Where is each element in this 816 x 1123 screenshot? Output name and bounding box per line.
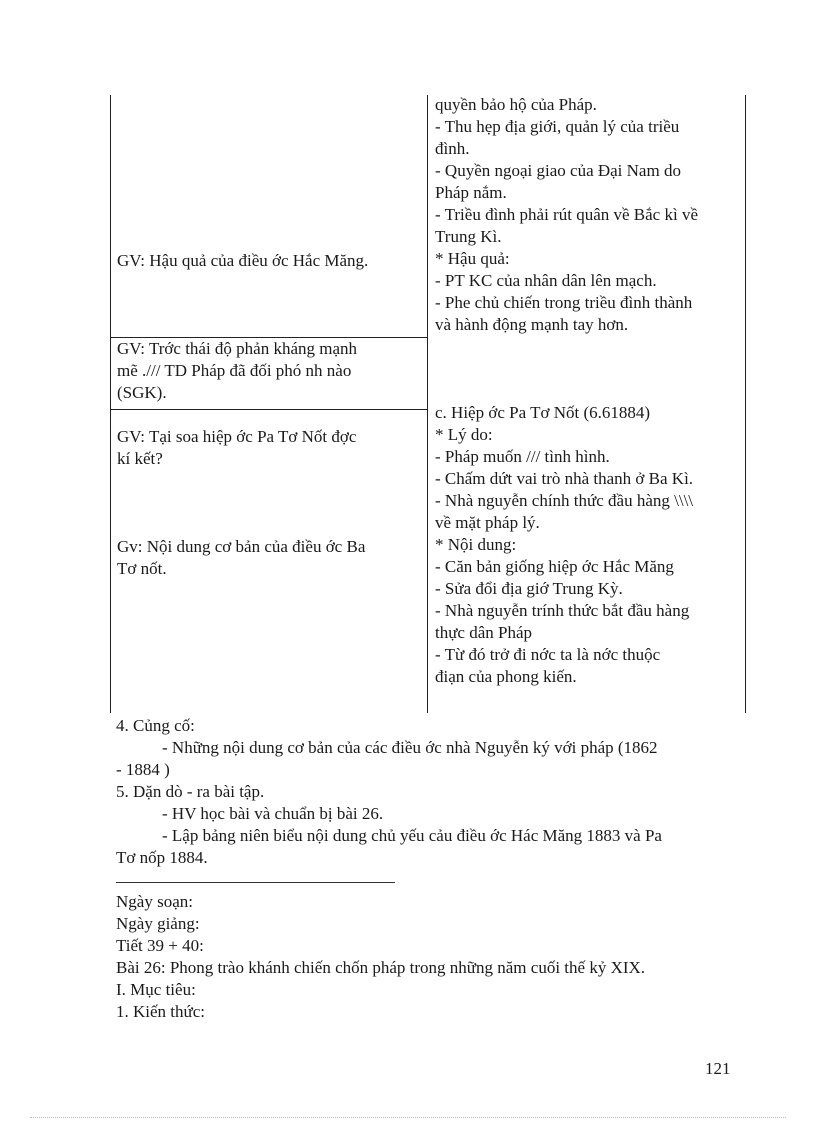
right-cell-line: - Pháp muốn /// tình hình. [435, 447, 610, 466]
table-right-border [745, 95, 746, 713]
table-column-divider [427, 95, 428, 713]
left-cell-question-3: GV: Tại soa hiệp ớc Pa Tơ Nốt đợc kí kết? [117, 427, 357, 468]
header-line: Bài 26: Phong trào khánh chiến chốn pháp trong những năm cuối thế kỷ XIX. [116, 958, 646, 977]
left-cell-question-4: Gv: Nội dung cơ bản của điều ớc Ba Tơ nốt. [117, 537, 366, 578]
body-line: - HV học bài và chuẩn bị bài 26. [162, 804, 384, 823]
header-line: Ngày giảng: [116, 914, 200, 933]
right-cell-line: quyền bảo hộ của Pháp. [435, 95, 597, 114]
left-cell-question-1: GV: Hậu quả của điều ớc Hắc Măng. [117, 251, 369, 270]
table-left-border [110, 95, 111, 713]
right-cell-line: - Quyền ngoại giao của Đại Nam do [435, 161, 681, 180]
row-divider-2 [110, 409, 428, 410]
next-lesson-header [116, 891, 738, 1023]
right-cell-line: - PT KC của nhân dân lên mạch. [435, 271, 657, 290]
right-cell-line: và hành động mạnh tay hơn. [435, 315, 629, 334]
body-line: - Những nội dung cơ bản của các điều ớc nhà Nguyễn ký với pháp (1862 [162, 738, 658, 757]
right-cell-line: - Sửa đổi địa giớ Trung Kỳ. [435, 579, 623, 598]
right-cell-line: - Nhà nguyễn trính thức bắt đầu hàng [435, 601, 690, 620]
right-cell-line: Pháp nắm. [435, 183, 507, 202]
page-bottom-border [30, 1117, 786, 1118]
header-line: Ngày soạn: [116, 892, 193, 911]
right-cell-line: - Từ đó trở đi nớc ta là nớc thuộc [435, 645, 661, 664]
right-cell-line: điạn của phong kiến. [435, 667, 577, 686]
right-cell-line: - Chấm dứt vai trò nhà thanh ở Ba Kì. [435, 469, 694, 488]
right-cell-line: Trung Kì. [435, 227, 502, 246]
right-cell-line: - Triều đình phải rút quân về Bắc kì về [435, 205, 698, 224]
right-cell-content [435, 95, 738, 689]
right-cell-line: - Thu hẹp địa giới, quản lý của triều [435, 117, 680, 136]
right-cell-line [435, 381, 738, 403]
right-cell-line: c. Hiệp ớc Pa Tơ Nốt (6.61884) [435, 403, 651, 422]
left-cell-question-2: GV: Trớc thái độ phản kháng mạnh mẽ ./// TD Pháp đã đối phó nh nào (SGK). [117, 339, 358, 402]
page-number: 121 [705, 1059, 731, 1078]
body-line: Tơ nốp 1884. [116, 848, 208, 867]
separator-line [116, 882, 395, 883]
right-cell-line [435, 359, 738, 381]
right-cell-line: - Phe chủ chiến trong triều đình thành [435, 293, 693, 312]
body-line: - Lập bảng niên biểu nội dung chủ yếu cảu điều ớc Hác Măng 1883 và Pa [162, 826, 662, 845]
header-line: Tiết 39 + 40: [116, 936, 204, 955]
right-cell-line: đình. [435, 139, 470, 158]
right-cell-line: * Lý do: [435, 425, 493, 444]
right-cell-line: - Nhà nguyễn chính thức đầu hàng \\\\ [435, 491, 694, 510]
right-cell-line: thực dân Pháp [435, 623, 533, 642]
header-line: 1. Kiến thức: [116, 1002, 206, 1021]
right-cell-line: - Căn bản giống hiệp ớc Hắc Măng [435, 557, 674, 576]
right-cell-line: * Nội dung: [435, 535, 517, 554]
right-cell-line: về mặt pháp lý. [435, 513, 540, 532]
header-line: I. Mục tiêu: [116, 980, 196, 999]
right-cell-line: * Hậu quả: [435, 249, 510, 268]
body-line: - 1884 ) [116, 760, 170, 779]
consolidation-section [116, 715, 738, 869]
body-line: 4. Củng cố: [116, 716, 195, 735]
right-cell-line [435, 337, 738, 359]
lesson-table [110, 95, 746, 713]
body-line: 5. Dặn dò - ra bài tập. [116, 782, 265, 801]
